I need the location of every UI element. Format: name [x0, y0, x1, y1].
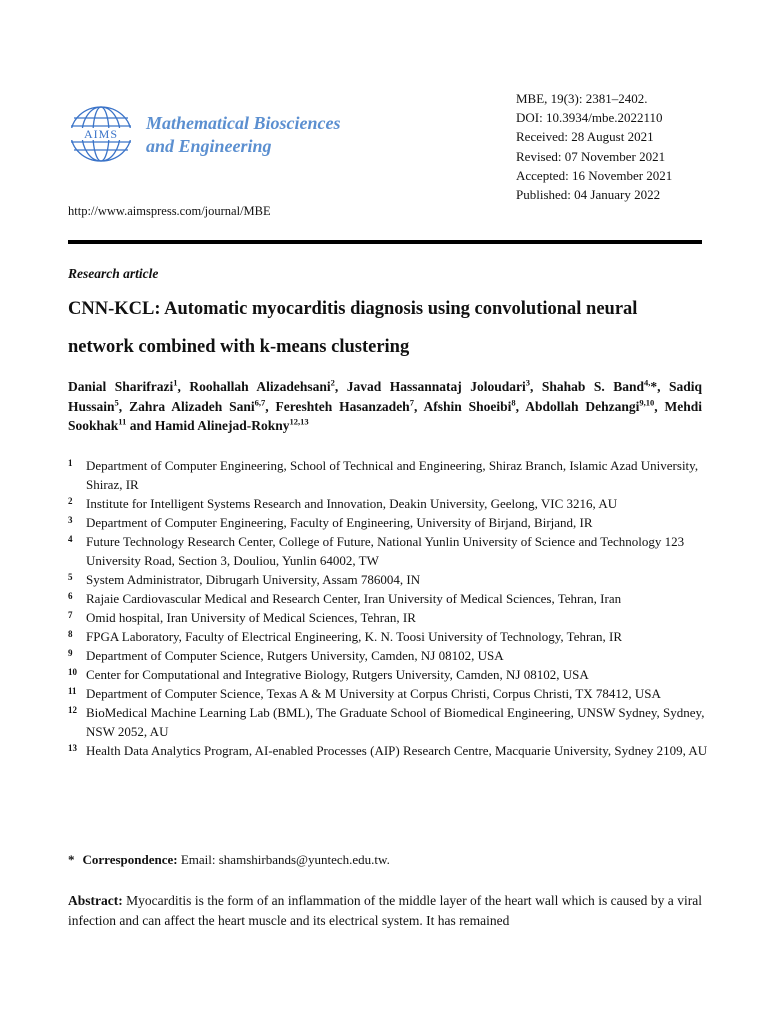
paper-title-line1: CNN-KCL: Automatic myocarditis diagnosis using convolutional neural: [68, 299, 638, 319]
affiliation-number: 8: [68, 629, 73, 639]
affiliation-number: 13: [68, 743, 77, 753]
affiliation-text: BioMedical Machine Learning Lab (BML), The Graduate School of Biomedical Engineering, UNSW Sydney, Sydney, NSW 2052, AU: [86, 705, 705, 739]
correspondence-email[interactable]: Email: shamshirbands@yuntech.edu.tw.: [177, 852, 390, 867]
author-name: Afshin Shoeibi: [423, 398, 512, 414]
author-name: Hamid Alinejad-Rokny: [154, 418, 290, 433]
author-affiliation-marker: 6,7: [254, 397, 266, 407]
affiliation-text: Department of Computer Engineering, School of Technical and Engineering, Shiraz Branch, Islamic Azad University, Shiraz, IR: [86, 458, 699, 492]
author-separator: ,: [177, 379, 190, 394]
affiliation-text: Department of Computer Science, Rutgers University, Camden, NJ 08102, USA: [86, 648, 504, 663]
published-date: Published: 04 January 2022: [516, 187, 661, 203]
author-name: Abdollah Dehzangi: [525, 398, 640, 414]
affiliation-text: Department of Computer Engineering, Faculty of Engineering, University of Birjand, Birjand, IR: [86, 515, 593, 530]
received-date: Received: 28 August 2021: [516, 129, 654, 145]
author-name: Sadiq Hussain: [68, 379, 703, 414]
affiliation-text: System Administrator, Dibrugarh University, Assam 786004, IN: [86, 572, 421, 587]
abstract-label: Abstract:: [68, 893, 123, 908]
author-affiliation-marker: 4,: [644, 377, 651, 388]
author-name: Javad Hassannataj Joloudari: [346, 379, 526, 394]
author-separator: ,: [334, 379, 347, 394]
paper-title: [68, 290, 708, 366]
affiliation-item: [68, 703, 708, 741]
citation: MBE, 19(3): 2381–2402.: [516, 91, 648, 106]
author-name: Shahab S. Band: [541, 379, 644, 394]
correspondence-star: *: [68, 852, 75, 867]
author-affiliation-marker: 9,10: [639, 397, 655, 407]
author-name: Danial Sharifrazi: [68, 379, 174, 394]
affiliation-text: Institute for Intelligent Systems Research and Innovation, Deakin University, Geelong, VIC 3216, AU: [86, 496, 618, 511]
affiliation-number: 12: [68, 705, 77, 715]
affiliation-item: [68, 684, 708, 703]
affiliation-number: 2: [68, 496, 73, 506]
accepted-date: Accepted: 16 November 2021: [516, 167, 673, 183]
doi[interactable]: DOI: 10.3934/mbe.2022110: [516, 110, 663, 126]
header-divider: [68, 240, 702, 244]
affiliation-text: Department of Computer Science, Texas A & M University at Corpus Christi, Corpus Christi, TX 78412, USA: [86, 686, 661, 701]
affiliation-item: [68, 570, 708, 589]
journal-name-line1: Mathematical Biosciences: [146, 113, 341, 133]
author-affiliation-marker: 2: [330, 377, 335, 388]
affiliation-item: [68, 665, 708, 684]
affiliation-item: [68, 494, 708, 513]
paper-title-line2: network combined with k-means clustering: [68, 337, 410, 357]
author-name: Zahra Alizadeh Sani: [129, 398, 255, 414]
revised-date: Revised: 07 November 2021: [516, 148, 666, 164]
author-name: Fereshteh Hasanzadeh: [275, 398, 410, 414]
author-separator: ,: [118, 398, 130, 414]
aims-logo: [66, 104, 136, 164]
journal-url-link[interactable]: http://www.aimspress.com/journal/MBE: [68, 204, 271, 218]
affiliation-number: 5: [68, 572, 73, 582]
affiliation-text: FPGA Laboratory, Faculty of Electrical Engineering, K. N. Toosi University of Technology, Tehran, IR: [86, 629, 623, 644]
author-separator: ,: [413, 398, 424, 414]
affiliation-number: 7: [68, 610, 73, 620]
author-separator: ,: [654, 398, 665, 414]
author-affiliation-marker: 12,13: [289, 416, 309, 427]
affiliation-number: 3: [68, 515, 73, 525]
affiliation-item: [68, 589, 708, 608]
journal-name: [146, 112, 406, 158]
affiliation-text: Rajaie Cardiovascular Medical and Research Center, Iran University of Medical Sciences, Tehran, Iran: [86, 591, 622, 606]
author-separator: ,: [265, 398, 276, 414]
affiliation-text: Future Technology Research Center, College of Future, National Yunlin University of Science and Technology 123 University Road, Section 3, Douliou, Yunlin 64002, TW: [86, 534, 685, 568]
affiliation-item: [68, 456, 708, 494]
affiliation-item: [68, 627, 708, 646]
affiliation-item: [68, 741, 708, 760]
affiliation-number: 4: [68, 534, 73, 544]
author-affiliation-marker: 3: [525, 377, 530, 388]
affiliation-text: Health Data Analytics Program, AI-enabled Processes (AIP) Research Centre, Macquarie University, Sydney 2109, AU: [86, 743, 708, 758]
author-affiliation-marker: 7: [409, 397, 414, 407]
affiliation-item: [68, 532, 708, 570]
affiliation-text: Omid hospital, Iran University of Medical Sciences, Tehran, IR: [86, 610, 416, 625]
author-affiliation-marker: 5: [114, 397, 119, 407]
author-affiliation-marker: 11: [118, 416, 127, 427]
author-separator: *,: [650, 379, 669, 394]
affiliation-number: 11: [68, 686, 77, 696]
affiliation-item: [68, 646, 708, 665]
article-type: Research article: [68, 266, 159, 281]
author-affiliation-marker: 8: [511, 397, 516, 407]
affiliation-number: 6: [68, 591, 73, 601]
affiliation-number: 9: [68, 648, 73, 658]
abstract-text: Myocarditis is the form of an inflammation of the middle layer of the heart wall which is caused by a viral infection and can affect the heart muscle and its electrical system. It has remained: [68, 893, 702, 928]
correspondence-label: Correspondence:: [82, 852, 178, 867]
affiliation-number: 10: [68, 667, 77, 677]
affiliation-list: [68, 456, 708, 760]
author-affiliation-marker: 1: [173, 377, 178, 388]
author-name: Roohallah Alizadehsani: [189, 379, 331, 394]
author-name: Mehdi Sookhak: [68, 398, 703, 433]
author-separator: ,: [515, 398, 526, 414]
affiliation-text: Center for Computational and Integrative Biology, Rutgers University, Camden, NJ 08102, USA: [86, 667, 589, 682]
logo-text: AIMS: [83, 127, 119, 141]
affiliation-item: [68, 608, 708, 627]
affiliation-item: [68, 513, 708, 532]
author-separator: and: [126, 418, 155, 433]
correspondence: [68, 852, 702, 868]
article-meta: [516, 89, 716, 204]
journal-name-line2: and Engineering: [146, 136, 272, 156]
author-list: [68, 377, 702, 436]
affiliation-number: 1: [68, 458, 73, 468]
abstract: [68, 891, 702, 931]
globe-logo-icon: [66, 104, 136, 164]
author-separator: ,: [529, 379, 542, 394]
